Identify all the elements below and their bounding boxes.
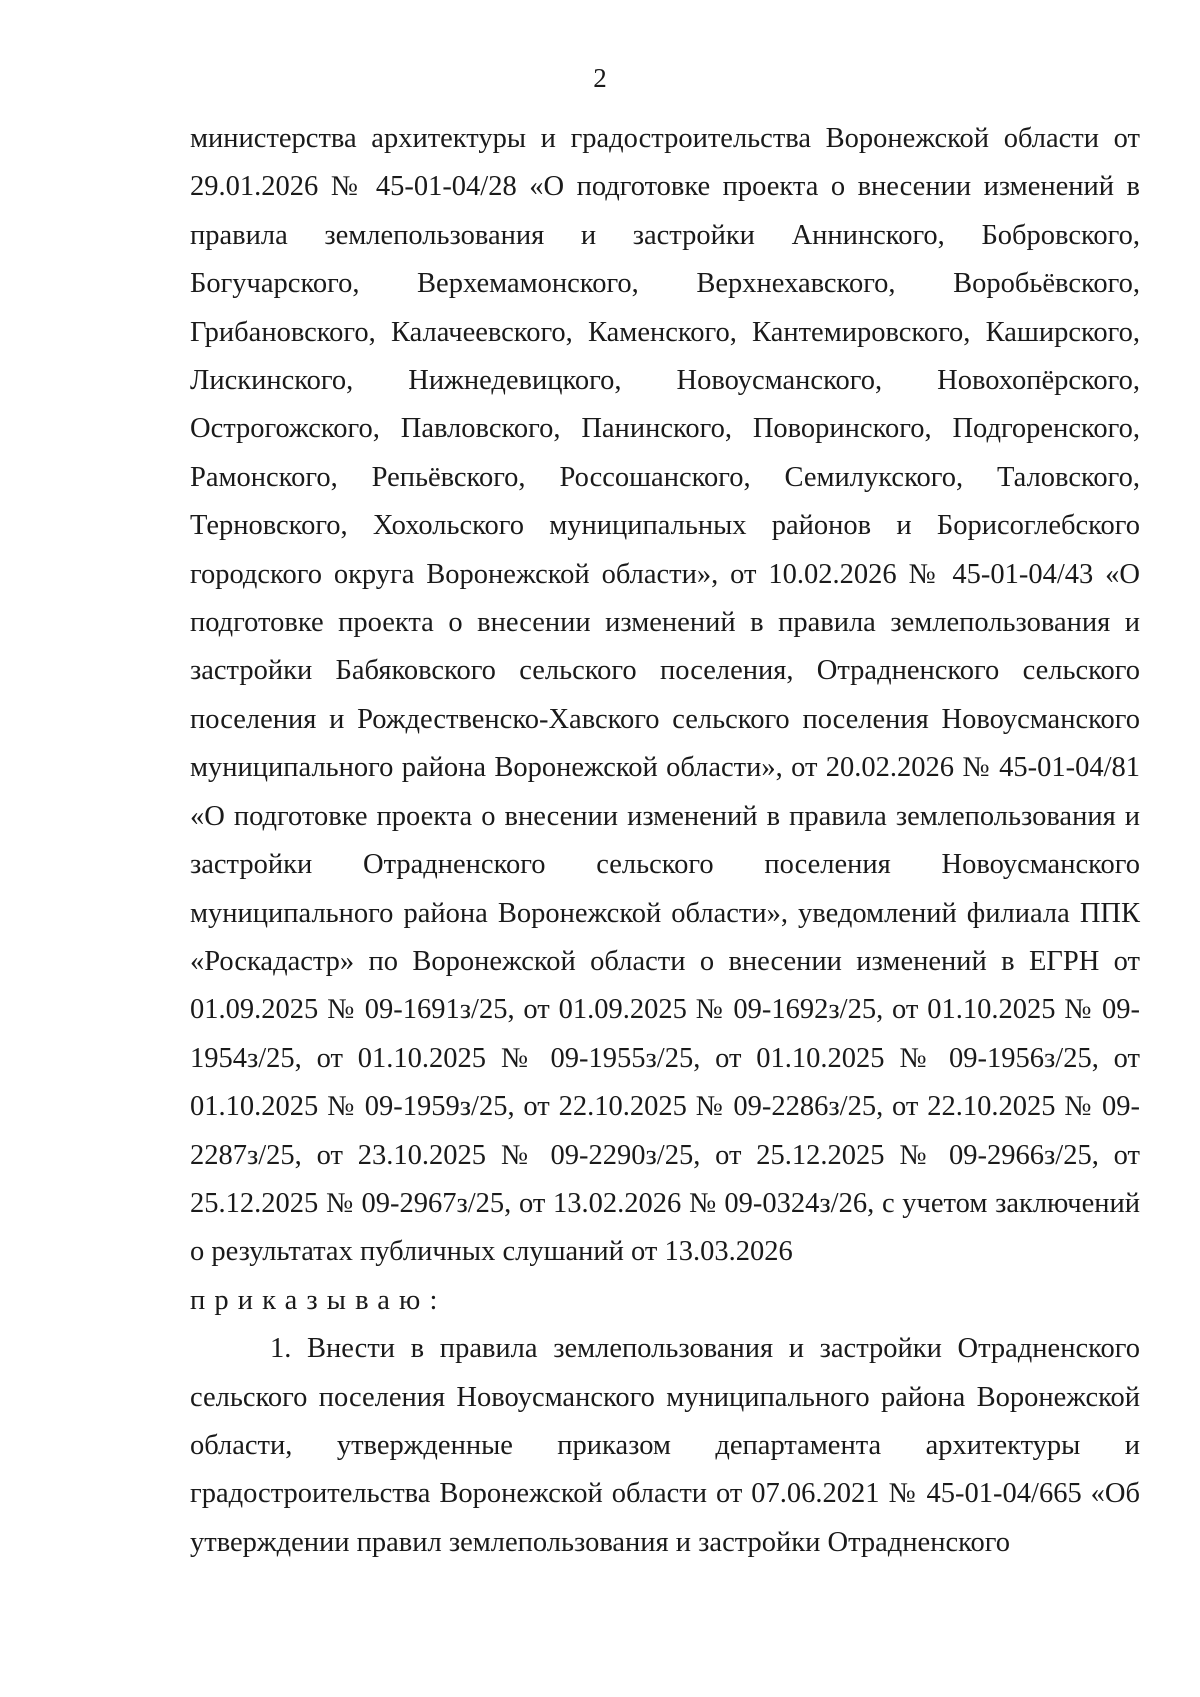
page-number: 2 — [593, 63, 607, 93]
paragraph-legal-basis: министерства архитектуры и градостроительства Воронежской области от 29.01.2026 № 45-01-04/28 «О подготовке проекта о внесении изменений в правила землепользования и застройки Аннинского, Бобровского, Богучарского, Верхемамонского, Верхнехавского, Воробьёвского, Грибановского, Калачеевского, Каменского, Кантемировского, Каширского, Лискинского, Нижнедевицкого, Новоусманского, Новохопёрского, Острогожского, Павловского, Панинского, Поворинского, Подгоренского, Рамонского, Репьёвского, Россошанского, Семилукского, Таловского, Терновского, Хохольского муниципальных районов и Борисоглебского городского округа Воронежской области», от 10.02.2026 № 45-01-04/43 «О подготовке проекта о внесении изменений в правила землепользования и застройки Бабяковского сельского поселения, Отрадненского сельского поселения и Рождественско-Хавского сельского поселения Новоусманского муниципального района Воронежской области», от 20.02.2026 № 45-01-04/81 «О подготовке проекта о внесении изменений в правила землепользования и застройки Отрадненского сельского поселения Новоусманского муниципального района Воронежской области», уведомлений филиала ППК «Роскадастр» по Воронежской области о внесении изменений в ЕГРН от 01.09.2025 № 09-1691з/25, от 01.09.2025 № 09-1692з/25, от 01.10.2025 № 09-1954з/25, от 01.10.2025 № 09-1955з/25, от 01.10.2025 № 09-1956з/25, от 01.10.2025 № 09-1959з/25, от 22.10.2025 № 09-2286з/25, от 22.10.2025 № 09-2287з/25, от 23.10.2025 № 09-2290з/25, от 25.12.2025 № 09-2966з/25, от 25.12.2025 № 09-2967з/25, от 13.02.2026 № 09-0324з/26, с учетом заключений о результатах публичных слушаний от 13.03.2026 — [190, 123, 1140, 1268]
paragraph-item-1: 1. Внести в правила землепользования и застройки Отрадненского сельского поселения Новоусманского муниципального района Воронежской области, утвержденные приказом департамента архитектуры и градостроительства Воронежской области от 07.06.2021 № 45-01-04/665 «Об утверждении правил землепользования и застройки Отрадненского — [190, 1333, 1140, 1558]
order-word: приказываю: — [190, 1284, 447, 1316]
document-body — [190, 115, 1140, 1567]
